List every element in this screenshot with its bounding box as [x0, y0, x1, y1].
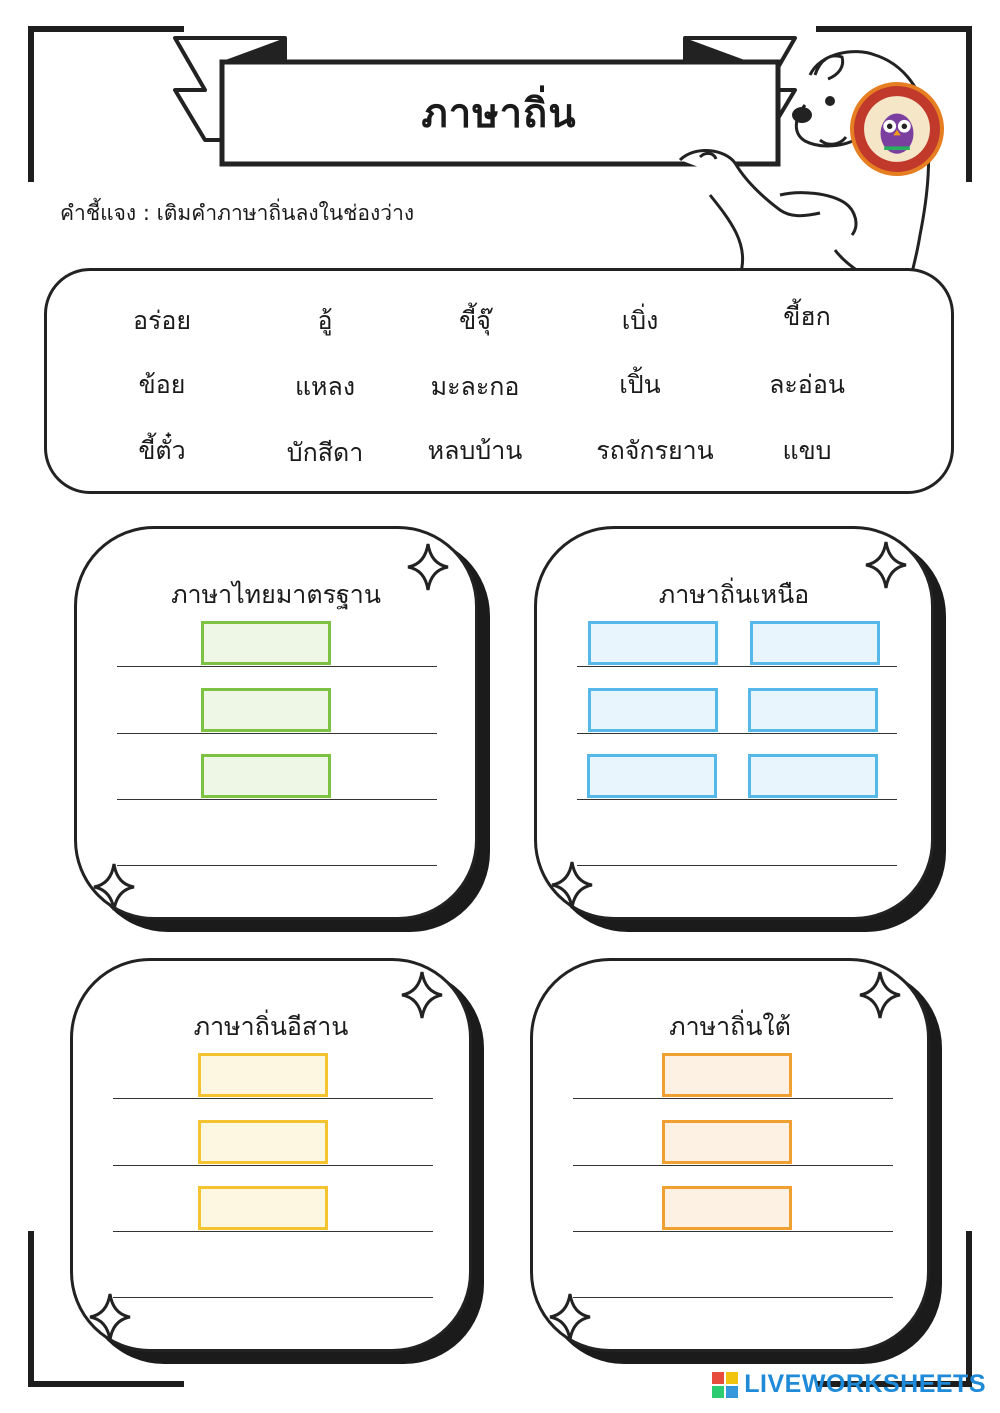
answer-drop-box[interactable]	[588, 688, 718, 732]
answer-drop-box[interactable]	[201, 621, 331, 665]
word-bank-item[interactable]: เปิ้น	[619, 370, 661, 399]
answer-drop-box[interactable]	[662, 1186, 792, 1230]
answer-drop-box[interactable]	[587, 754, 717, 798]
word-bank-item[interactable]: เบิ่ง	[621, 306, 659, 335]
sparkle-icon	[550, 860, 594, 910]
answer-line	[117, 666, 437, 667]
word-bank-item[interactable]: ขี้จุ๊	[459, 306, 491, 335]
word-bank-item[interactable]: หลบบ้าน	[427, 436, 523, 465]
word-bank-item[interactable]: รถจักรยาน	[596, 436, 714, 465]
answer-line	[117, 733, 437, 734]
word-bank-item[interactable]: บักสีดา	[286, 438, 364, 467]
answer-drop-box[interactable]	[748, 754, 878, 798]
sparkle-icon	[858, 970, 902, 1020]
word-bank-item[interactable]: แหลง	[294, 372, 356, 401]
sparkle-icon	[548, 1292, 592, 1342]
panel-title: ภาษาไทยมาตรฐาน	[171, 580, 381, 609]
answer-drop-box[interactable]	[201, 754, 331, 798]
answer-line	[113, 1165, 433, 1166]
panel-title: ภาษาถิ่นอีสาน	[193, 1012, 349, 1041]
frame-corner-top-left	[28, 26, 184, 182]
panel-title: ภาษาถิ่นเหนือ	[658, 580, 810, 609]
answer-line	[573, 1098, 893, 1099]
liveworksheets-label: LIVEWORKSHEETS	[744, 1370, 986, 1398]
answer-line	[577, 865, 897, 866]
word-bank-item[interactable]: แขบ	[782, 436, 832, 465]
sparkle-icon	[92, 862, 136, 912]
liveworksheets-logo-icon	[712, 1372, 738, 1398]
sparkle-icon	[400, 970, 444, 1020]
word-bank-item[interactable]: ข้อย	[138, 370, 186, 399]
answer-line	[577, 733, 897, 734]
answer-line	[577, 666, 897, 667]
sparkle-icon	[864, 540, 908, 590]
instruction-text: คำชี้แจง : เติมคำภาษาถิ่นลงในช่องว่าง	[60, 201, 415, 225]
answer-line	[577, 799, 897, 800]
word-bank-item[interactable]: ละอ่อน	[769, 370, 845, 399]
word-bank-item[interactable]: ขี้ฮก	[783, 302, 831, 331]
sparkle-icon	[88, 1292, 132, 1342]
answer-drop-box[interactable]	[198, 1053, 328, 1097]
answer-line	[573, 1165, 893, 1166]
answer-drop-box[interactable]	[198, 1186, 328, 1230]
answer-drop-box[interactable]	[201, 688, 331, 732]
answer-line	[573, 1297, 893, 1298]
word-bank-item[interactable]: ขี้ตั๋ว	[138, 436, 186, 465]
answer-drop-box[interactable]	[588, 621, 718, 665]
word-bank-item[interactable]: มะละกอ	[430, 372, 520, 401]
liveworksheets-brand[interactable]	[712, 1370, 986, 1399]
answer-line	[117, 865, 437, 866]
bear-mascot-icon	[670, 45, 970, 305]
owl-icon	[854, 86, 940, 172]
answer-line	[573, 1231, 893, 1232]
answer-line	[113, 1231, 433, 1232]
owl-logo-badge	[850, 82, 944, 176]
panel-title: ภาษาถิ่นใต้	[669, 1012, 791, 1041]
page-title: ภาษาถิ่น	[421, 91, 577, 137]
answer-line	[113, 1098, 433, 1099]
answer-drop-box[interactable]	[662, 1120, 792, 1164]
word-bank-item[interactable]: อู้	[317, 306, 333, 335]
sparkle-icon	[406, 542, 450, 592]
answer-drop-box[interactable]	[662, 1053, 792, 1097]
word-bank	[44, 268, 954, 494]
answer-drop-box[interactable]	[198, 1120, 328, 1164]
word-bank-item[interactable]: อร่อย	[132, 306, 192, 335]
answer-line	[117, 799, 437, 800]
answer-drop-box[interactable]	[750, 621, 880, 665]
answer-drop-box[interactable]	[748, 688, 878, 732]
answer-line	[113, 1297, 433, 1298]
